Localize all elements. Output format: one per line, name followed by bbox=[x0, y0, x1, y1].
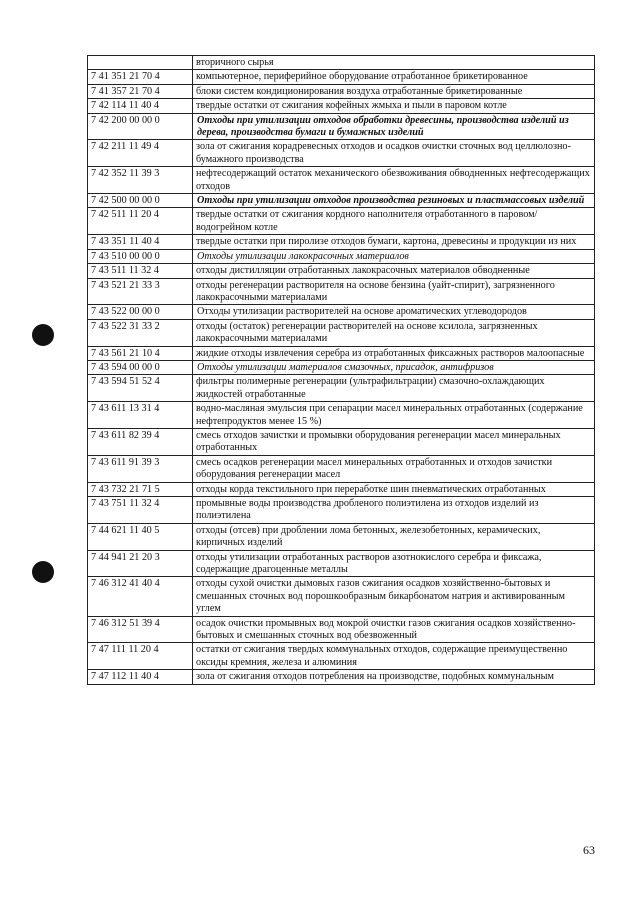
waste-description-cell: твердые остатки при пиролизе отходов бумаги, картона, древесины и продукции из них bbox=[193, 235, 595, 249]
waste-description-cell: отходы утилизации отработанных растворов азотнокислого серебра и фиксажа, содержащие драгоценные металлы bbox=[193, 550, 595, 577]
section-header-row bbox=[88, 113, 595, 140]
waste-description-cell: Отходы утилизации растворителей на основе ароматических углеводородов bbox=[193, 305, 595, 319]
waste-code-cell: 7 43 522 31 33 2 bbox=[88, 319, 193, 346]
waste-description-cell: отходы корда текстильного при переработке шин пневматических отработанных bbox=[193, 482, 595, 496]
waste-description-cell: Отходы утилизации материалов смазочных, присадок, антифризов bbox=[193, 360, 595, 374]
waste-description-cell: Отходы при утилизации отходов обработки древесины, производства изделий из дерева, производства бумаги и бумажных изделий bbox=[193, 113, 595, 140]
waste-description-cell: Отходы утилизации лакокрасочных материалов bbox=[193, 249, 595, 263]
table-row bbox=[88, 670, 595, 684]
table-row bbox=[88, 70, 595, 84]
waste-code-cell: 7 46 312 41 40 4 bbox=[88, 577, 193, 616]
waste-code-cell: 7 43 732 21 71 5 bbox=[88, 482, 193, 496]
waste-description-cell: фильтры полимерные регенерации (ультрафильтрации) смазочно-охлаждающих жидкостей отработанные bbox=[193, 375, 595, 402]
waste-code-cell: 7 44 621 11 40 5 bbox=[88, 523, 193, 550]
section-header-row bbox=[88, 360, 595, 374]
table-row bbox=[88, 99, 595, 113]
waste-description-cell: отходы (отсев) при дроблении лома бетонных, железобетонных, керамических, кирпичных изделий bbox=[193, 523, 595, 550]
table-row bbox=[88, 278, 595, 305]
table-row bbox=[88, 319, 595, 346]
waste-code-cell: 7 41 357 21 70 4 bbox=[88, 84, 193, 98]
waste-code-cell: 7 43 511 11 32 4 bbox=[88, 264, 193, 278]
table-row bbox=[88, 523, 595, 550]
table-row bbox=[88, 140, 595, 167]
table-row bbox=[88, 235, 595, 249]
waste-description-cell: смесь осадков регенерации масел минеральных отработанных и отходов зачистки оборудования регенерации масел bbox=[193, 455, 595, 482]
waste-code-cell: 7 43 522 00 00 0 bbox=[88, 305, 193, 319]
waste-description-cell: отходы сухой очистки дымовых газов сжигания осадков хозяйственно-бытовых и смешанных сточных вод порошкообразным бикарбонатом натрия и активированным углем bbox=[193, 577, 595, 616]
waste-code-cell: 7 43 561 21 10 4 bbox=[88, 346, 193, 360]
waste-description-cell: отходы регенерации растворителя на основе бензина (уайт-спирит), загрязненного лакокрасочными материалами bbox=[193, 278, 595, 305]
waste-code-cell: 7 47 112 11 40 4 bbox=[88, 670, 193, 684]
section-header-row bbox=[88, 305, 595, 319]
table-row bbox=[88, 375, 595, 402]
waste-code-cell: 7 43 594 51 52 4 bbox=[88, 375, 193, 402]
waste-code-cell: 7 43 611 13 31 4 bbox=[88, 402, 193, 429]
waste-code-cell: 7 44 941 21 20 3 bbox=[88, 550, 193, 577]
waste-code-cell: 7 42 352 11 39 3 bbox=[88, 167, 193, 194]
waste-code-cell bbox=[88, 56, 193, 70]
table-row bbox=[88, 56, 595, 70]
table-row bbox=[88, 167, 595, 194]
waste-description-cell: жидкие отходы извлечения серебра из отработанных фиксажных растворов малоопасные bbox=[193, 346, 595, 360]
waste-code-cell: 7 43 611 82 39 4 bbox=[88, 428, 193, 455]
waste-description-cell: зола от сжигания отходов потребления на производстве, подобных коммунальным bbox=[193, 670, 595, 684]
waste-description-cell: отходы (остаток) регенерации растворителей на основе ксилола, загрязненных лакокрасочными материалами bbox=[193, 319, 595, 346]
waste-description-cell: смесь отходов зачистки и промывки оборудования регенерации масел минеральных отработанных bbox=[193, 428, 595, 455]
waste-description-cell: твердые остатки от сжигания кофейных жмыха и пыли в паровом котле bbox=[193, 99, 595, 113]
waste-code-cell: 7 42 114 11 40 4 bbox=[88, 99, 193, 113]
waste-description-cell: промывные воды производства дробленого полиэтилена из отходов изделий из полиэтилена bbox=[193, 497, 595, 524]
waste-description-cell: остатки от сжигания твердых коммунальных отходов, содержащие преимущественно оксиды кремния, железа и алюминия bbox=[193, 643, 595, 670]
waste-code-cell: 7 42 200 00 00 0 bbox=[88, 113, 193, 140]
waste-description-cell: отходы дистилляции отработанных лакокрасочных материалов обводненные bbox=[193, 264, 595, 278]
waste-code-cell: 7 46 312 51 39 4 bbox=[88, 616, 193, 643]
waste-description-cell: зола от сжигания корадревесных отходов и осадков очистки сточных вод целлюлозно-бумажного производства bbox=[193, 140, 595, 167]
waste-code-cell: 7 42 511 11 20 4 bbox=[88, 208, 193, 235]
section-header-row bbox=[88, 249, 595, 263]
waste-code-cell: 7 42 211 11 49 4 bbox=[88, 140, 193, 167]
table-row bbox=[88, 577, 595, 616]
table-row bbox=[88, 455, 595, 482]
waste-description-cell: твердые остатки от сжигания кордного наполнителя отработанного в паровом/водогрейном котле bbox=[193, 208, 595, 235]
binder-hole-mark bbox=[32, 561, 54, 583]
waste-code-cell: 7 43 351 11 40 4 bbox=[88, 235, 193, 249]
waste-description-cell: осадок очистки промывных вод мокрой очистки газов сжигания осадков хозяйственно-бытовых и смешанных сточных вод обезвоженный bbox=[193, 616, 595, 643]
waste-classification-table bbox=[87, 55, 595, 685]
waste-code-cell: 7 42 500 00 00 0 bbox=[88, 194, 193, 208]
waste-code-cell: 7 43 521 21 33 3 bbox=[88, 278, 193, 305]
table-row bbox=[88, 84, 595, 98]
binder-hole-mark bbox=[32, 324, 54, 346]
waste-code-cell: 7 41 351 21 70 4 bbox=[88, 70, 193, 84]
table-row bbox=[88, 482, 595, 496]
waste-code-cell: 7 43 751 11 32 4 bbox=[88, 497, 193, 524]
table-row bbox=[88, 616, 595, 643]
section-header-row bbox=[88, 194, 595, 208]
waste-description-cell: водно-масляная эмульсия при сепарации масел минеральных отработанных (содержание нефтепродуктов менее 15 %) bbox=[193, 402, 595, 429]
waste-code-cell: 7 43 594 00 00 0 bbox=[88, 360, 193, 374]
table-row bbox=[88, 346, 595, 360]
waste-description-cell: вторичного сырья bbox=[193, 56, 595, 70]
table-row bbox=[88, 208, 595, 235]
page-number: 63 bbox=[583, 843, 595, 857]
waste-description-cell: Отходы при утилизации отходов производства резиновых и пластмассовых изделий bbox=[193, 194, 595, 208]
table-row bbox=[88, 264, 595, 278]
waste-description-cell: нефтесодержащий остаток механического обезвоживания обводненных нефтесодержащих отходов bbox=[193, 167, 595, 194]
table-row bbox=[88, 550, 595, 577]
waste-code-cell: 7 43 510 00 00 0 bbox=[88, 249, 193, 263]
table-row bbox=[88, 643, 595, 670]
waste-description-cell: компьютерное, периферийное оборудование отработанное брикетированное bbox=[193, 70, 595, 84]
table-row bbox=[88, 428, 595, 455]
table-row bbox=[88, 497, 595, 524]
table-row bbox=[88, 402, 595, 429]
waste-code-cell: 7 47 111 11 20 4 bbox=[88, 643, 193, 670]
waste-description-cell: блоки систем кондиционирования воздуха отработанные брикетированные bbox=[193, 84, 595, 98]
waste-code-cell: 7 43 611 91 39 3 bbox=[88, 455, 193, 482]
